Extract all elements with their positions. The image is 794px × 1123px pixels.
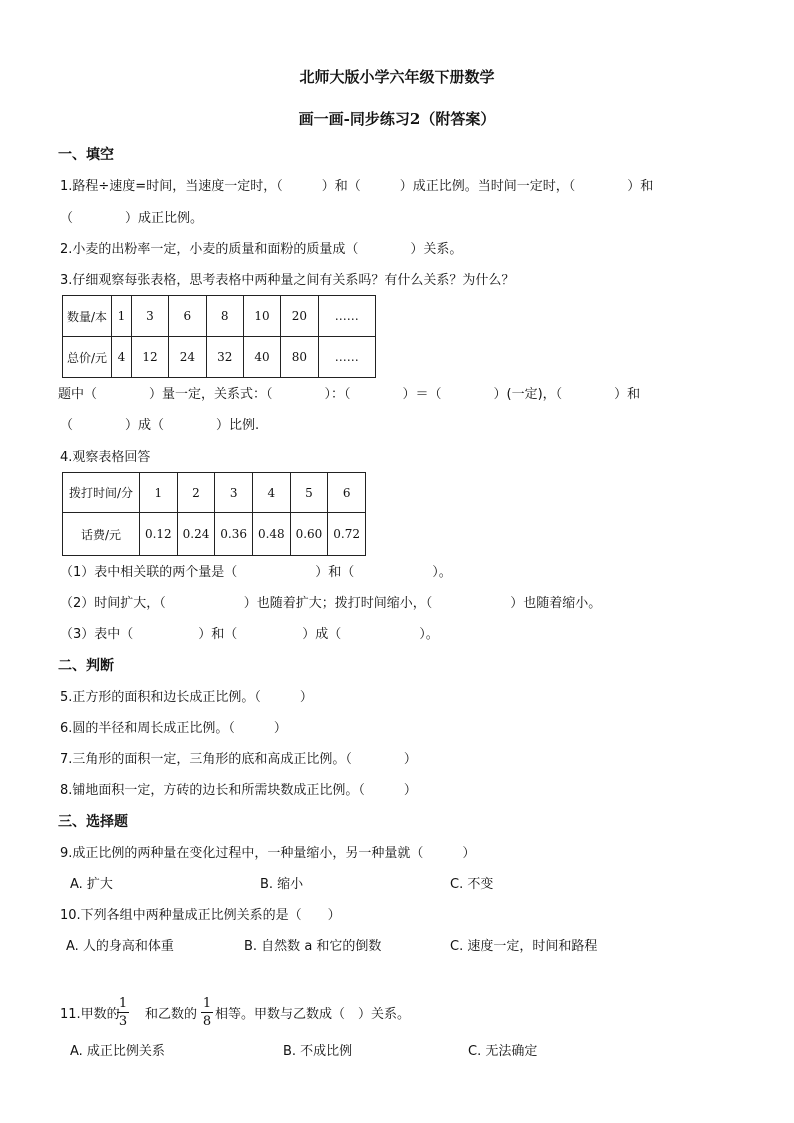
question-3-answer-line-1: 题中（ ）量一定，关系式：（ ）：（ ）＝（ ）(一定)，（ ）和 [58, 387, 641, 402]
question-10-option-c: C. 速度一定，时间和路程 [450, 939, 598, 954]
question-9-option-b: B. 缩小 [260, 877, 304, 892]
table-cell: 4 [112, 337, 132, 378]
question-2: 2.小麦的出粉率一定，小麦的质量和面粉的质量成（ ）关系。 [60, 242, 463, 257]
page-title: 北师大版小学六年级下册数学 [299, 68, 495, 86]
fraction-numerator: 1 [118, 996, 128, 1011]
question-9-option-a: A. 扩大 [70, 877, 113, 892]
table-cell: 40 [243, 337, 280, 378]
section-heading-choice: 三、选择题 [58, 814, 128, 830]
table-cell: 80 [281, 337, 318, 378]
table-row [63, 473, 366, 513]
table-header-cell: 拨打时间/分 [63, 473, 140, 513]
fraction-one-eighth [201, 996, 213, 1029]
question-8: 8.铺地面积一定，方砖的边长和所需块数成正比例。（ ） [60, 783, 417, 798]
page-subtitle: 画一画-同步练习2（附答案） [298, 110, 496, 128]
fraction-one-third [117, 996, 129, 1029]
question-10: 10.下列各组中两种量成正比例关系的是（ ） [60, 908, 341, 923]
table-row [63, 296, 376, 337]
table-cell: 32 [206, 337, 243, 378]
table-cell: 2 [177, 473, 215, 513]
table-cell: …… [318, 337, 375, 378]
table-cell: 1 [140, 473, 178, 513]
table-header-cell: 总价/元 [63, 337, 112, 378]
table-cell: …… [318, 296, 375, 337]
question-1-line-2: （ ）成正比例。 [60, 211, 204, 226]
table-header-cell: 数量/本 [63, 296, 112, 337]
table-cell: 0.36 [215, 513, 253, 556]
question-4-part-3: （3）表中（ ）和（ ）成（ ）。 [60, 627, 439, 642]
table-cell: 10 [243, 296, 280, 337]
question-11-middle: 和乙数的 [145, 1007, 198, 1022]
question-7: 7.三角形的面积一定，三角形的底和高成正比例。（ ） [60, 752, 417, 767]
table-cell: 8 [206, 296, 243, 337]
question-11-prefix: 11.甲数的 [60, 1007, 120, 1022]
table-cell: 6 [169, 296, 206, 337]
question-5: 5.正方形的面积和边长成正比例。（ ） [60, 690, 313, 705]
table-cell: 4 [252, 473, 290, 513]
question-11-option-b: B. 不成比例 [283, 1044, 353, 1059]
table-cell: 12 [131, 337, 168, 378]
table-cell: 0.24 [177, 513, 215, 556]
question-10-option-a: A. 人的身高和体重 [66, 939, 174, 954]
table-cell: 0.48 [252, 513, 290, 556]
question-6: 6.圆的半径和周长成正比例。（ ） [60, 721, 287, 736]
table-header-cell: 话费/元 [63, 513, 140, 556]
question-3-answer-line-2: （ ）成（ ）比例. [60, 418, 260, 433]
section-heading-fill-blank: 一、填空 [58, 147, 114, 163]
table-cell: 3 [215, 473, 253, 513]
question-9-option-c: C. 不变 [450, 877, 494, 892]
section-heading-judge: 二、判断 [58, 658, 114, 674]
question-4-part-1: （1）表中相关联的两个量是（ ）和（ ）。 [60, 565, 452, 580]
question-10-option-b: B. 自然数 a 和它的倒数 [244, 939, 382, 954]
question-1-line-1: 1.路程÷速度=时间，当速度一定时，（ ）和（ ）成正比例。当时间一定时，（ ）和 [60, 179, 654, 194]
fraction-denominator: 8 [202, 1014, 212, 1029]
table-cell: 20 [281, 296, 318, 337]
question-11-option-c: C. 无法确定 [468, 1044, 538, 1059]
table-cell: 1 [112, 296, 132, 337]
table-cell: 24 [169, 337, 206, 378]
question-4-part-2: （2）时间扩大，（ ）也随着扩大；拨打时间缩小，（ ）也随着缩小。 [60, 596, 602, 611]
table-cell: 0.12 [140, 513, 178, 556]
table-cell: 5 [290, 473, 328, 513]
fraction-numerator: 1 [202, 996, 212, 1011]
fraction-bar [117, 1012, 129, 1013]
table-row [63, 337, 376, 378]
question-11-option-a: A. 成正比例关系 [70, 1044, 165, 1059]
fraction-bar [201, 1012, 213, 1013]
fraction-denominator: 3 [118, 1014, 128, 1029]
question-11-suffix: 相等。甲数与乙数成（ ）关系。 [215, 1007, 411, 1022]
question-4: 4.观察表格回答 [60, 450, 151, 465]
table-row [63, 513, 366, 556]
quantity-price-table [62, 295, 376, 378]
table-cell: 0.60 [290, 513, 328, 556]
table-cell: 0.72 [328, 513, 366, 556]
table-cell: 3 [131, 296, 168, 337]
table-cell: 6 [328, 473, 366, 513]
question-3: 3.仔细观察每张表格，思考表格中两种量之间有关系吗？有什么关系？为什么？ [60, 273, 515, 288]
call-fee-table [62, 472, 366, 556]
question-9: 9.成正比例的两种量在变化过程中，一种量缩小，另一种量就（ ） [60, 846, 476, 861]
